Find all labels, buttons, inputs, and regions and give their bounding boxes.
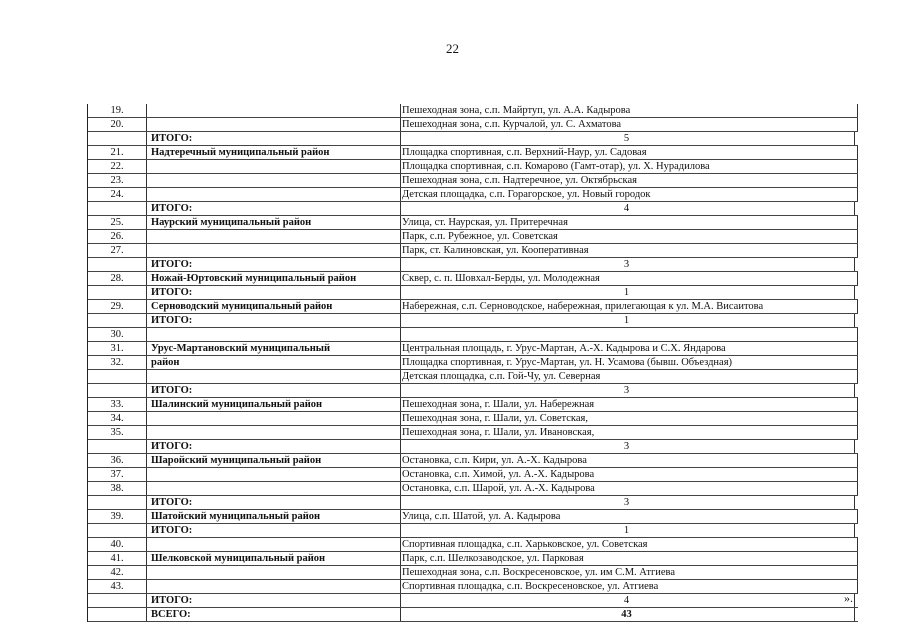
row-number: 36.: [88, 454, 147, 467]
object-description: Пешеходная зона, с.п. Курчалой, ул. С. Ахматова: [399, 118, 858, 131]
object-description: Пешеходная зона, г. Шали, ул. Советская,: [399, 412, 858, 425]
total-count: 3: [399, 440, 855, 453]
object-description: Детская площадка, с.п. Гой-Чу, ул. Северная: [399, 370, 858, 383]
row-number: [88, 132, 147, 145]
row-number: 43.: [88, 580, 147, 593]
row-number: [88, 370, 147, 383]
object-description: Парк, с.п. Шелкозаводское, ул. Парковая: [399, 552, 858, 565]
district-name: Серноводский муниципальный район: [148, 300, 401, 313]
table-row: [88, 160, 858, 174]
closing-quote-mark: ».: [844, 591, 853, 605]
total-label: ИТОГО:: [148, 440, 401, 453]
row-number: 35.: [88, 426, 147, 439]
row-number: 21.: [88, 146, 147, 159]
row-number: 19.: [88, 104, 147, 117]
subtotal-row: [88, 384, 858, 398]
row-number: [88, 608, 147, 621]
district-name: [148, 566, 401, 579]
row-number: 28.: [88, 272, 147, 285]
table-row: [88, 370, 858, 384]
row-number: [88, 524, 147, 537]
table-row: [88, 174, 858, 188]
subtotal-row: [88, 594, 858, 608]
row-number: 39.: [88, 510, 147, 523]
row-number: 30.: [88, 328, 147, 341]
object-description: Детская площадка, с.п. Горагорское, ул. Новый городок: [399, 188, 858, 201]
district-name: Надтеречный муниципальный район: [148, 146, 401, 159]
total-label: ИТОГО:: [148, 286, 401, 299]
table-row: [88, 468, 858, 482]
district-name: [148, 468, 401, 481]
district-name: [148, 328, 401, 341]
subtotal-row: [88, 496, 858, 510]
district-name: [148, 174, 401, 187]
total-count: 1: [399, 524, 855, 537]
row-number: 38.: [88, 482, 147, 495]
row-number: 40.: [88, 538, 147, 551]
subtotal-row: [88, 440, 858, 454]
district-name: [148, 370, 401, 383]
table-row: [88, 398, 858, 412]
table-row: [88, 244, 858, 258]
table-row: [88, 146, 858, 160]
total-count: 4: [399, 594, 855, 607]
district-name: Шатойский муниципальный район: [148, 510, 401, 523]
object-description: Пешеходная зона, с.п. Майртуп, ул. А.А. Кадырова: [399, 104, 858, 117]
total-label: ИТОГО:: [148, 524, 401, 537]
row-number: 29.: [88, 300, 147, 313]
district-name: Шелковской муниципальный район: [148, 552, 401, 565]
district-name: [148, 244, 401, 257]
row-number: 26.: [88, 230, 147, 243]
table-row: [88, 300, 858, 314]
table-row: [88, 342, 858, 356]
district-name: [148, 104, 401, 117]
district-name: [148, 118, 401, 131]
object-description: Пешеходная зона, с.п. Воскресеновское, ул. им С.М. Атгиева: [399, 566, 858, 579]
row-number: [88, 496, 147, 509]
district-name: Ножай-Юртовский муниципальный район: [148, 272, 401, 285]
total-label: ИТОГО:: [148, 258, 401, 271]
district-name: район: [148, 356, 401, 369]
total-count: 1: [399, 314, 855, 327]
object-description: Улица, ст. Наурская, ул. Притеречная: [399, 216, 858, 229]
table-row: [88, 272, 858, 286]
row-number: 23.: [88, 174, 147, 187]
row-number: 31.: [88, 342, 147, 355]
district-name: Шалинский муниципальный район: [148, 398, 401, 411]
object-description: Площадка спортивная, с.п. Комарово (Гамт-отар), ул. Х. Нурадилова: [399, 160, 858, 173]
total-count: 43: [399, 608, 855, 621]
table-row: [88, 356, 858, 370]
table-row: [88, 510, 858, 524]
district-name: [148, 188, 401, 201]
object-description: Остановка, с.п. Кири, ул. А.-Х. Кадырова: [399, 454, 858, 467]
subtotal-row: [88, 286, 858, 300]
subtotal-row: [88, 202, 858, 216]
object-description: [399, 328, 858, 341]
table-row: [88, 552, 858, 566]
object-description: Пешеходная зона, г. Шали, ул. Ивановская,: [399, 426, 858, 439]
object-description: Пешеходная зона, г. Шали, ул. Набережная: [399, 398, 858, 411]
total-label: ВСЕГО:: [148, 608, 401, 621]
total-count: 4: [399, 202, 855, 215]
object-description: Остановка, с.п. Шарой, ул. А.-Х. Кадырова: [399, 482, 858, 495]
object-description: Парк, ст. Калиновская, ул. Кооперативная: [399, 244, 858, 257]
district-name: Урус-Мартановский муниципальный: [148, 342, 401, 355]
object-description: Центральная площадь, г. Урус-Мартан, А.-Х. Кадырова и С.Х. Яндарова: [399, 342, 858, 355]
table-row: [88, 482, 858, 496]
object-description: Площадка спортивная, г. Урус-Мартан, ул. Н. Усамова (бывш. Объездная): [399, 356, 858, 369]
table-row: [88, 426, 858, 440]
total-count: 3: [399, 258, 855, 271]
row-number: 41.: [88, 552, 147, 565]
object-description: Остановка, с.п. Химой, ул. А.-Х. Кадырова: [399, 468, 858, 481]
row-number: 42.: [88, 566, 147, 579]
object-description: Сквер, с. п. Шовхал-Берды, ул. Молодежная: [399, 272, 858, 285]
row-number: 37.: [88, 468, 147, 481]
object-description: Пешеходная зона, с.п. Надтеречное, ул. Октябрьская: [399, 174, 858, 187]
row-number: 33.: [88, 398, 147, 411]
district-name: Наурский муниципальный район: [148, 216, 401, 229]
table-row: [88, 118, 858, 132]
table-row: [88, 188, 858, 202]
row-number: 22.: [88, 160, 147, 173]
objects-table: [87, 104, 858, 622]
row-number: 25.: [88, 216, 147, 229]
page-number: 22: [446, 41, 459, 56]
row-number: [88, 384, 147, 397]
table-row: [88, 104, 858, 118]
table-row: [88, 580, 858, 594]
row-number: 24.: [88, 188, 147, 201]
district-name: [148, 482, 401, 495]
table-row: [88, 538, 858, 552]
district-name: [148, 538, 401, 551]
subtotal-row: [88, 314, 858, 328]
table-row: [88, 454, 858, 468]
table-row: [88, 566, 858, 580]
row-number: [88, 202, 147, 215]
row-number: [88, 440, 147, 453]
row-number: [88, 314, 147, 327]
total-label: ИТОГО:: [148, 314, 401, 327]
table-row: [88, 412, 858, 426]
total-label: ИТОГО:: [148, 496, 401, 509]
district-name: [148, 580, 401, 593]
subtotal-row: [88, 524, 858, 538]
table-row: [88, 230, 858, 244]
total-count: 5: [399, 132, 855, 145]
district-name: [148, 160, 401, 173]
row-number: 34.: [88, 412, 147, 425]
object-description: Площадка спортивная, с.п. Верхний-Наур, ул. Садовая: [399, 146, 858, 159]
district-name: [148, 230, 401, 243]
total-label: ИТОГО:: [148, 202, 401, 215]
table-row: [88, 216, 858, 230]
row-number: [88, 594, 147, 607]
row-number: 32.: [88, 356, 147, 369]
row-number: 27.: [88, 244, 147, 257]
subtotal-row: [88, 258, 858, 272]
total-count: 3: [399, 496, 855, 509]
subtotal-row: [88, 132, 858, 146]
district-name: [148, 412, 401, 425]
grand-total-row: [88, 608, 858, 622]
row-number: 20.: [88, 118, 147, 131]
total-label: ИТОГО:: [148, 594, 401, 607]
total-count: 1: [399, 286, 855, 299]
table-row: [88, 328, 858, 342]
total-count: 3: [399, 384, 855, 397]
object-description: Парк, с.п. Рубежное, ул. Советская: [399, 230, 858, 243]
row-number: [88, 258, 147, 271]
row-number: [88, 286, 147, 299]
district-name: Шаройский муниципальный район: [148, 454, 401, 467]
total-label: ИТОГО:: [148, 132, 401, 145]
object-description: Набережная, с.п. Серноводское, набережная, прилегающая к ул. М.А. Висаитова: [399, 300, 858, 313]
object-description: Спортивная площадка, с.п. Харьковское, ул. Советская: [399, 538, 858, 551]
district-name: [148, 426, 401, 439]
object-description: Улица, с.п. Шатой, ул. А. Кадырова: [399, 510, 858, 523]
object-description: Спортивная площадка, с.п. Воскресеновское, ул. Атгиева: [399, 580, 858, 593]
total-label: ИТОГО:: [148, 384, 401, 397]
